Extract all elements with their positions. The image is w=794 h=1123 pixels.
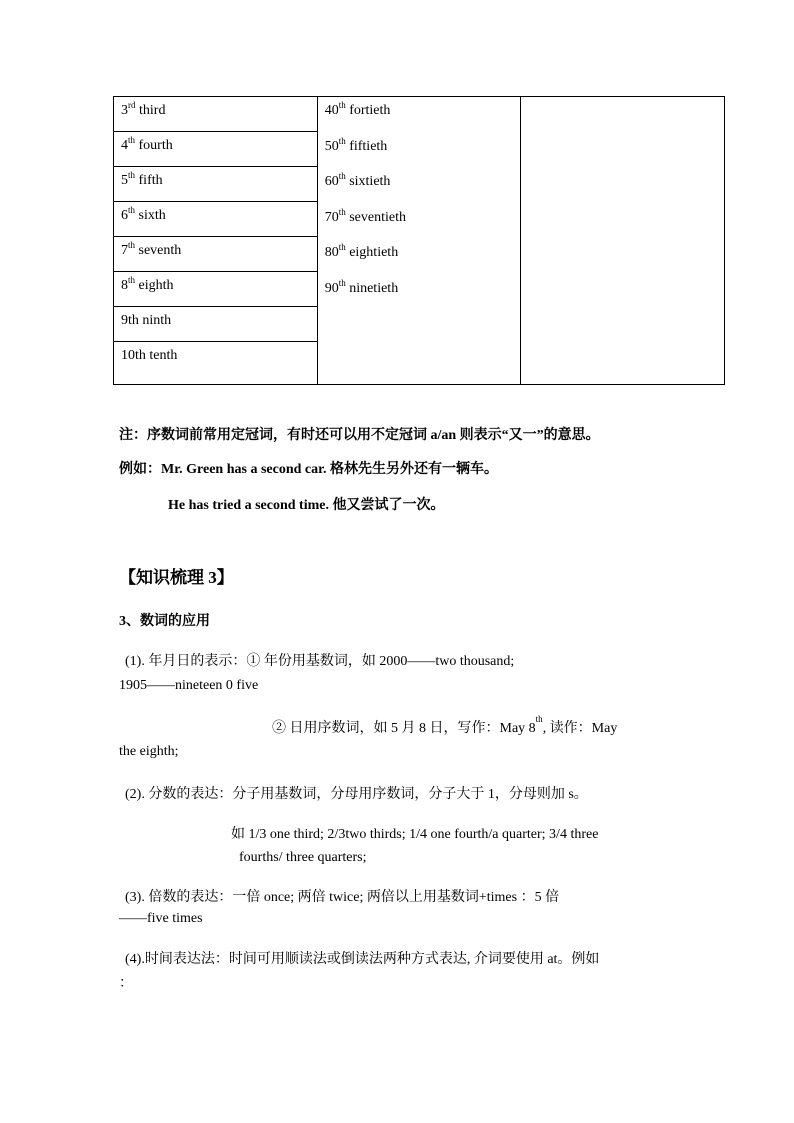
table-cell: 10th tenth xyxy=(121,348,178,363)
paragraph-1-line-1: (1). 年月日的表示：① 年份用基数词，如 2000——two thousand; xyxy=(125,654,515,669)
paragraph-1-line-2: 1905——nineteen 0 five xyxy=(119,678,259,693)
empty-column-3 xyxy=(521,97,725,385)
table-cell: 3rd third xyxy=(114,97,317,132)
section-heading: 【知识梳理 3】 xyxy=(119,568,234,587)
table-cell: 4th fourth xyxy=(114,132,317,167)
paragraph-4-line-2: ： xyxy=(119,976,133,991)
paragraph-1-line-3: ② 日用序数词，如 5 月 8 日，写作：May 8th, 读作：May xyxy=(272,714,618,736)
ordinal-column-1 xyxy=(114,97,318,385)
ordinal-table xyxy=(113,96,725,385)
example-line-1: 例如：Mr. Green has a second car. 格林先生另外还有一辆车。 xyxy=(119,462,499,477)
table-cell: 8th eighth xyxy=(114,272,317,307)
section-subheading: 3、数词的应用 xyxy=(119,614,210,629)
paragraph-2-line-2: 如 1/3 one third; 2/3two thirds; 1/4 one fourth/a quarter; 3/4 three xyxy=(231,827,599,842)
table-cell: 9th ninth xyxy=(114,307,317,342)
note-line: 注：序数词前常用定冠词，有时还可以用不定冠词 a/an 则表示“又一”的意思。 xyxy=(119,428,600,443)
table-cell: 70th seventieth xyxy=(324,206,406,225)
table-cell: 40th fortieth xyxy=(324,100,391,118)
paragraph-3-line-1: (3). 倍数的表达：一倍 once; 两倍 twice; 两倍以上用基数词+times ：5 倍 xyxy=(125,890,560,905)
paragraph-2-line-3: fourths/ three quarters; xyxy=(239,850,367,865)
paragraph-1-line-4: the eighth; xyxy=(119,744,179,759)
table-cell: 7th seventh xyxy=(114,237,317,272)
paragraph-3-line-2: ——five times xyxy=(119,911,203,926)
paragraph-2-line-1: (2). 分数的表达：分子用基数词，分母用序数词，分子大于 1，分母则加 s。 xyxy=(125,787,588,802)
table-cell: 50th fiftieth xyxy=(324,135,388,154)
example-line-2: He has tried a second time. 他又尝试了一次。 xyxy=(168,498,445,513)
table-cell: 80th eightieth xyxy=(324,242,399,260)
paragraph-4-line-1: (4).时间表达法：时间可用顺读法或倒读法两种方式表达, 介词要使用 at。例如 xyxy=(125,952,600,967)
table-cell: 90th ninetieth xyxy=(324,277,399,296)
table-cell: 60th sixtieth xyxy=(324,171,391,189)
ordinal-column-2 xyxy=(317,97,521,385)
table-cell: 5th fifth xyxy=(114,167,317,202)
table-cell: 6th sixth xyxy=(114,202,317,237)
